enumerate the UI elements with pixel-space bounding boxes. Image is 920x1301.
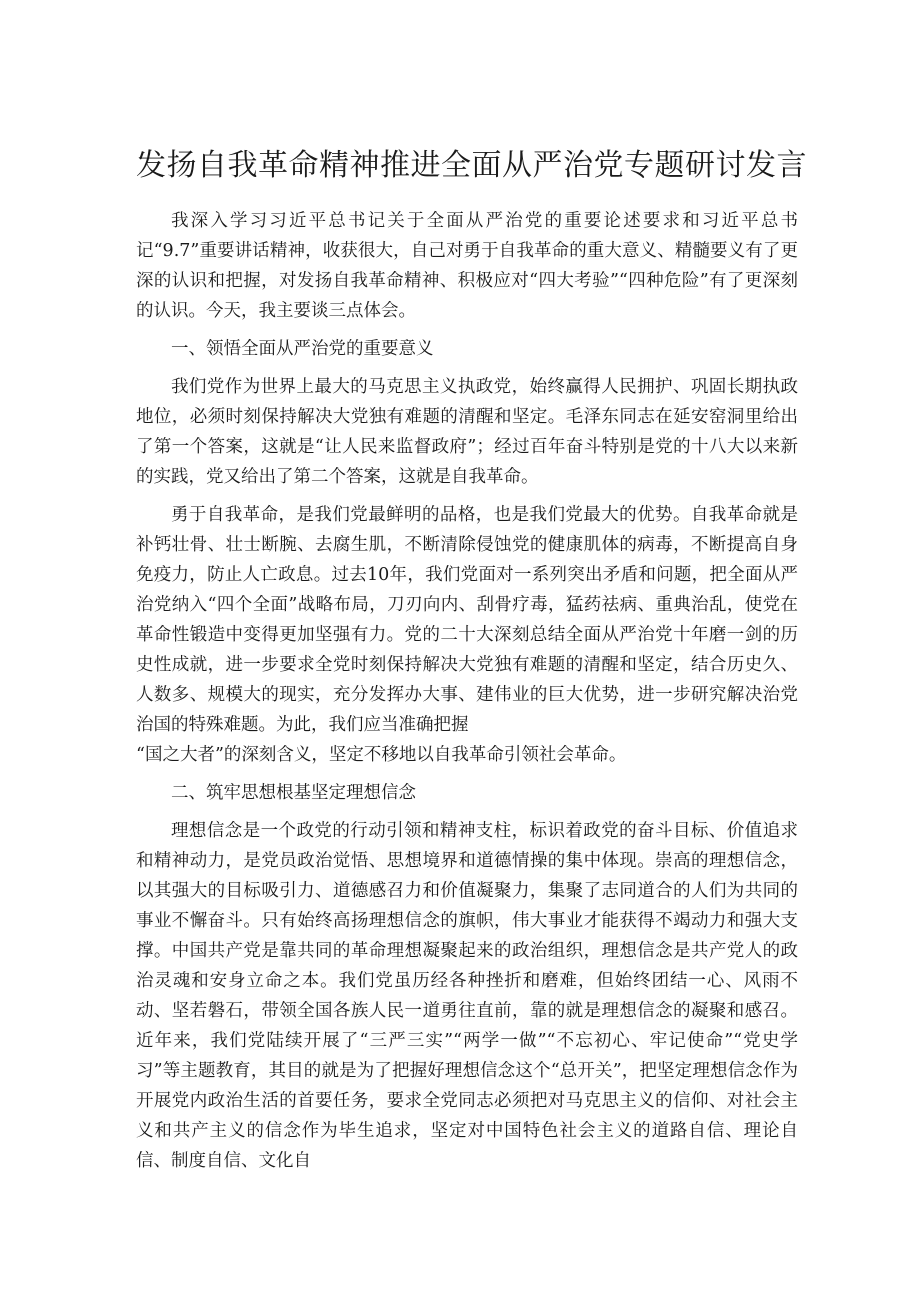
section-2-heading: 二、筑牢思想根基坚定理想信念 [171,783,416,803]
section-1-paragraph-2-body: 勇于自我革命，是我们党最鲜明的品格，也是我们党最大的优势。自我革命就是补钙壮骨、壮士断腕、去腐生肌，不断清除侵蚀党的健康肌体的病毒，不断提高自身免疫力，防止人亡政息。过去10年，我们党面对一系列突出矛盾和问题，把全面从严治党纳入“四个全面”战略布局，刀刃向内、刮骨疗毒，猛药祛病、重典治乱，使党在革命性锻造中变得更加坚强有力。党的二十大深刻总结全面从严治党十年磨一剑的历史性成就，进一步要求全党时刻保持解决大党独有难题的清醒和坚定，结合历史久、人数多、规模大的现实，充分发挥办大事、建伟业的巨大优势，进一步研究解决治党治国的特殊难题。为此，我们应当准确把握 [136,505,798,735]
section-1-heading: 一、领悟全面从严治党的重要意义 [171,339,434,359]
section-2-paragraph-1: 理想信念是一个政党的行动引领和精神支柱，标识着政党的奋斗目标、价值追求和精神动力，是党员政治觉悟、思想境界和道德情操的集中体现。崇高的理想信念，以其强大的目标吸引力、道德感召力和价值凝聚力，集聚了志同道合的人们为共同的事业不懈奋斗。只有始终高扬理想信念的旗帜，伟大事业才能获得不竭动力和强大支撑。中国共产党是靠共同的革命理想凝聚起来的政治组织，理想信念是共产党人的政治灵魂和安身立命之本。我们党虽历经各种挫折和磨难，但始终团结一心、风雨不动、坚若磐石，带领全国各族人民一道勇往直前，靠的就是理想信念的凝聚和感召。近年来，我们党陆续开展了“三严三实”“两学一做”“不忘初心、牢记使命”“党史学习”等主题教育，其目的就是为了把握好理想信念这个“总开关”，把坚定理想信念作为开展党内政治生活的首要任务，要求全党同志必须把对马克思主义的信仰、对社会主义和共产主义的信念作为毕生追求，坚定对中国特色社会主义的道路自信、理论自信、制度自信、文化自 [136,821,798,1171]
document-title: 发扬自我革命精神推进全面从严治党专题研讨发言 [136,148,807,183]
section-1-paragraph-1: 我们党作为世界上最大的马克思主义执政党，始终赢得人民拥护、巩固长期执政地位，必须时刻保持解决大党独有难题的清醒和坚定。毛泽东同志在延安窑洞里给出了第一个答案，这就是“让人民来监督政府”；经过百年奋斗特别是党的十八大以来新的实践，党又给出了第二个答案，这就是自我革命。 [136,377,798,487]
section-1-paragraph-2 [136,500,798,740]
document-page [136,140,807,1184]
section-1-paragraph-2-tail: “国之大者”的深刻含义，坚定不移地以自我革命引领社会革命。 [136,745,627,765]
intro-paragraph: 我深入学习习近平总书记关于全面从严治党的重要论述要求和习近平总书记“9.7”重要讲话精神，收获很大，自己对勇于自我革命的重大意义、精髓要义有了更深的认识和把握，对发扬自我革命精神、积极应对“四大考验”“四种危险”有了更深刻的认识。今天，我主要谈三点体会。 [136,211,798,321]
